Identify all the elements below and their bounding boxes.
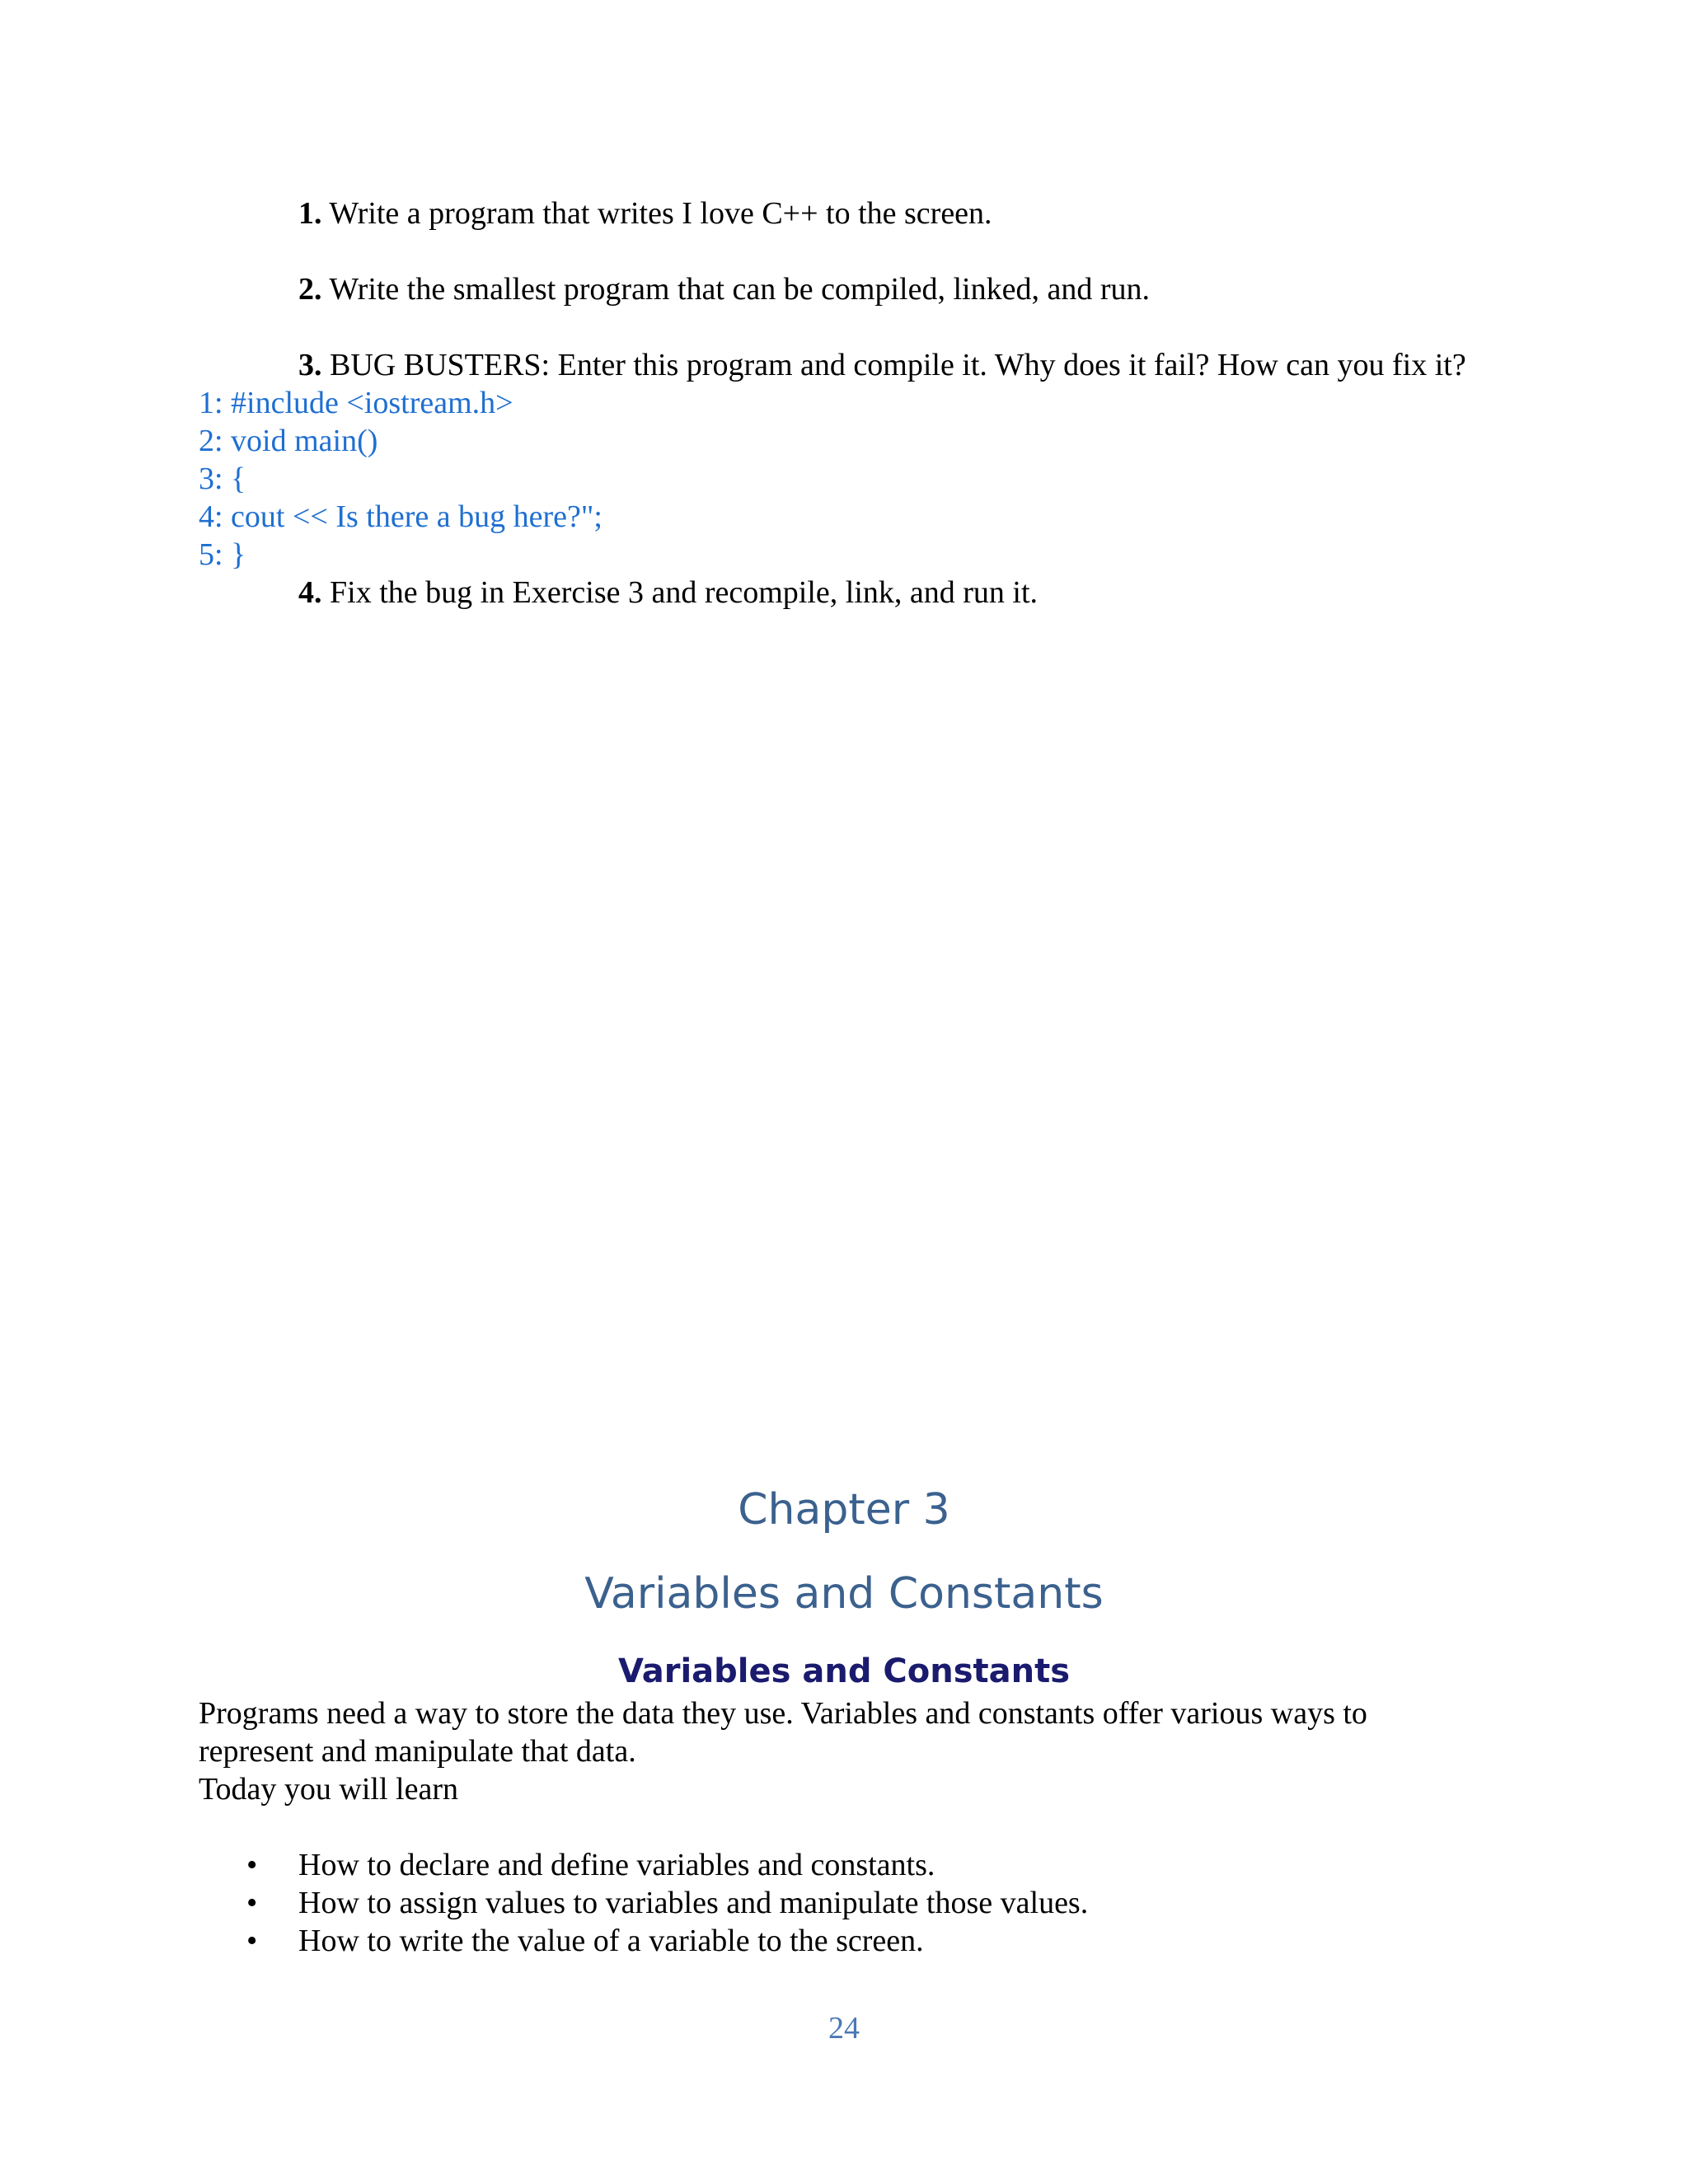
- exercise-list: [0, 194, 1688, 612]
- exercise-number: 2.: [298, 272, 322, 307]
- exercise-number: 4.: [298, 575, 322, 610]
- code-line: 5: }: [199, 537, 246, 572]
- intro-text: [199, 1694, 1484, 1808]
- chapter-title: Variables and Constants: [584, 1569, 1104, 1619]
- list-item: [199, 1884, 1484, 1922]
- exercise-2: [298, 270, 1469, 308]
- list-item: [199, 1846, 1484, 1884]
- list-item-text: How to write the value of a variable to the screen.: [298, 1924, 924, 1958]
- bullet-icon: •: [246, 1886, 258, 1920]
- exercise-1: [298, 194, 1469, 232]
- chapter-number: Chapter 3: [738, 1485, 950, 1535]
- list-item-text: How to assign values to variables and manipulate those values.: [298, 1886, 1089, 1920]
- list-item-text: How to declare and define variables and constants.: [298, 1848, 935, 1882]
- intro-paragraph: Programs need a way to store the data they use. Variables and constants offer various ways to represent and manipulate that data.: [199, 1696, 1367, 1769]
- exercise-number: 3.: [298, 348, 322, 382]
- exercise-text: BUG BUSTERS: Enter this program and compile it. Why does it fail? How can you fix it?: [321, 348, 1466, 382]
- exercise-3: [298, 346, 1469, 384]
- code-listing: [199, 384, 1688, 574]
- exercise-4: [298, 574, 1469, 612]
- exercise-text: Write the smallest program that can be compiled, linked, and run.: [321, 272, 1150, 307]
- bullet-icon: •: [246, 1924, 258, 1958]
- code-line: 4: cout << Is there a bug here?";: [199, 499, 603, 534]
- list-item: [199, 1922, 1484, 1960]
- code-line: 2: void main(): [199, 424, 378, 458]
- exercise-text: Write a program that writes I love C++ to the screen.: [321, 196, 992, 231]
- exercise-text: Fix the bug in Exercise 3 and recompile, link, and run it.: [321, 575, 1039, 610]
- page-number: 24: [828, 2011, 860, 2046]
- section-heading: Variables and Constants: [617, 1652, 1071, 1690]
- intro-lead: Today you will learn: [199, 1772, 458, 1807]
- code-line: 1: #include <iostream.h>: [199, 386, 513, 420]
- bullet-list: [199, 1846, 1484, 1960]
- bullet-icon: •: [246, 1848, 258, 1882]
- exercise-number: 1.: [298, 196, 322, 231]
- code-line: 3: {: [199, 462, 246, 496]
